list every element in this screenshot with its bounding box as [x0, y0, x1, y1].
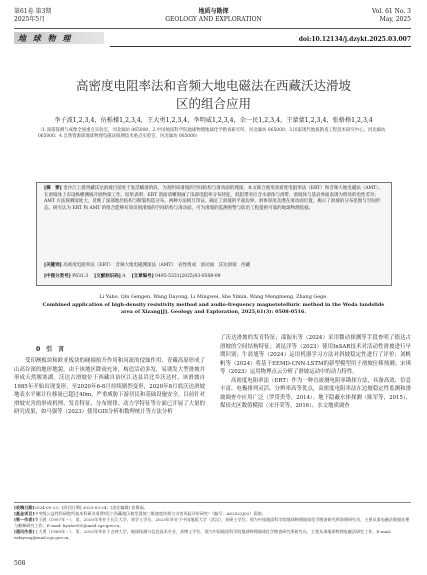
title-line-1: 高密度电阻率法和音频大地电磁法在西藏沃达滑坡: [75, 78, 351, 93]
header-right: [372, 8, 411, 24]
header-center: [0, 8, 427, 24]
intro-heading: 0 引 言: [36, 346, 65, 353]
affiliations: （1.深部探测与成像全国重点实验室，河北廊坊 065000；2.中国地质科学院地球物理地球化学勘查研究所，河北廊坊 065000；3.国家现代地质勘查工程技术研究中心，河北廊坊 065000；4.自然资源部地球物理电磁法探测技术重点实验室，河北廊坊 065000）: [38, 128, 386, 140]
footnote-corresponding-author: [通讯作者]王大勇（1980年－），男，2010年毕业于吉林大学，地球探测与信息技术专业，获博士学位，现为中国地质科学院地球物理地球化学勘查研究所研究员，主要从事地球物理电磁法研究工作。E-mail: wdayong@mail.cgs.gov.cn。: [14, 529, 392, 541]
intro-right-column: [220, 334, 411, 411]
keywords-label: [关键词]: [44, 263, 62, 268]
abstract: [44, 186, 384, 212]
journal-name-cn: 地质与勘探: [198, 8, 229, 15]
article-no-label: [文章编号]: [131, 274, 154, 279]
english-authors: Li Yubo, Qin Gengen, Wang Dayong, Li Mingwei, She Yimin, Wang Mengmeng, Zhang Gege.: [99, 294, 328, 300]
doi[interactable]: doi:10.12134/j.dzykt.2025.03.007: [298, 36, 411, 43]
keywords-text: 高密度电阻率法（ERT） 音频大地电磁测深法（AMT） 岩性组成 滑动面 沃达滑坡 西藏: [63, 263, 251, 268]
classification-line: [44, 274, 384, 281]
header-rule: [14, 28, 411, 29]
footnote-first-author: [第一作者]李子波（1997年－），男，2020年毕业于长江大学，获学士学位，2023年毕业于中国地质大学（武汉），获硕士学位，现为中国地质科学院地球物理地球化学勘查研究所助理研究员，主要从事电磁法数据处理与解释研究工作。E-mail: liyubo001@mail.cgs.gov.cn。: [14, 517, 410, 529]
footnote-fund: [基金项目]中央级公益性科研院所基本科研业务费项目"西藏地区典型滑坡三维速度结构与灾害风险评价研究"（编号：AS2022J02）资助。: [14, 511, 266, 517]
footnote-received: [收稿日期]2024-09-23；[改回日期] 2025-03-24；[责任编辑] 张敬茹。: [14, 505, 148, 510]
section-label: 地 球 物 理: [18, 33, 73, 43]
keywords: [44, 263, 384, 270]
title-line-2: 区的组合应用: [175, 96, 251, 111]
footnote-rule: [14, 502, 411, 503]
clc-label: [中图分类号]: [44, 274, 71, 279]
date-cn: 2025年5月: [14, 16, 46, 23]
doi-rule: [110, 46, 411, 47]
doc-code-label: [文献标识码]: [94, 274, 121, 279]
abstract-label: [摘 要]: [44, 186, 62, 191]
english-title: Combined application of high-density resistivity method and audio-frequency magnetotelluric method in the Woda landslide area of Xizang[J]. Geology and Exploration, 2025,61(3): 0508-0516.: [42, 302, 385, 315]
clc-value: P631.3: [72, 274, 89, 279]
doc-code-value: A: [122, 274, 126, 279]
page-number: 508: [14, 560, 26, 567]
abstract-text: 金沙江上游西藏沃达滑坡目前处于复活蠕滑阶段，为查明该滑坡的空间结构与滑动面的埋深，本文联合使用高密度电阻率法（ERT）和音频大地电磁法（AMT），在滑坡体上布设纵横测线开展物探工作。结果表明：ERT 剖面清晰刻画了浅部电阻率分布特征，低阻带对应含水滑体与滑带，滑坡体与基岩界面表现为明显的电性差异；AMT 方法探测深度大，反映了深部地层结构与断裂构造分布。两种方法相互印证，确定了滑坡的平面边界、滑体厚度及潜在滑动面位置，揭示了滑坡的分布范围与空间形态。研究认为 ERT 和 AMT 的组合能够有效识别滑坡的空间结构与滑动面，可为滑坡的监测预警与防治工程提供可靠的地球物理依据。: [44, 186, 383, 211]
intro-left-column: 受印澳板块和欧亚板块的碰撞抬升作用和河流的侵蚀作用，青藏高原形成了山高谷深的地形地貌，由于该地区降雨充沛，构造活动多发，易诱发大型滑坡并形成天然堰塞湖。沃达古滑坡位于西藏自治区江达县岩比乡沃达村，该滑坡自1985年开始出现变形，至2020年6-8月持续剧烈变形，2020年8月底沃达滑坡地表水平累计位移量已超过40m，严重威胁下游居民和基础设施安全。目前针对滑坡灾害的形成机理、发育特征、分布规律、动力学特征等方面已开展了大量的研究成果，如马强等（2023）使用GIS分析和数理统计等方法分析: [14, 358, 205, 415]
intro-right-paragraph-1: 了沃达滑坡的发育特征；邵振东等（2024）采用微动探测等手段查明了德达古滑坡的空间结构特征；刘昆洋等（2023）使用InSAR技术对活动性滑坡进行早期识别；牛晨旭等（2024）运用机器学习方法对斜坡稳定性进行了评价；刘帆帆等（2024）将基于EEMD-CNN-LSTM的新型模型用于滑坡位移预测；宋琪等（2023）运用物理点云分析了滑坡运动中的动力特性。: [220, 335, 411, 375]
footnotes: [14, 505, 411, 542]
volume-cn: 第61卷 第3期: [14, 8, 52, 15]
date-en: May, 2025: [379, 16, 411, 23]
article-no-value: 0495-5331(2025)03-0508-09: [155, 274, 221, 279]
intro-right-paragraph-2: 高密度电阻率法（ERT）作为一种直流测电阻率勘探方法，具备高效、信息丰富、电极排列灵活、分辨率高等优点，高密度电阻率法在边坡稳定性监测和滑坡调查中应用广泛（罗贷贵等，2014）。地下隐蔽水体探测（陈军等，2015）、煤田火区数值模拟（宋开荣等，2016）、水文地质调查: [220, 377, 411, 409]
volume-en: Vol. 61 No. 3: [371, 8, 411, 15]
journal-name-en: GEOLOGY AND EXPLORATION: [165, 16, 262, 23]
authors-cn: 李子波1,2,3,4，伍栎楼1,2,3,4，王大勇1,2,3,4，李明威1,2,3,4，余一民1,2,3,4，王蒙蒙1,2,3,4，张格格1,2,3,4: [54, 117, 373, 124]
